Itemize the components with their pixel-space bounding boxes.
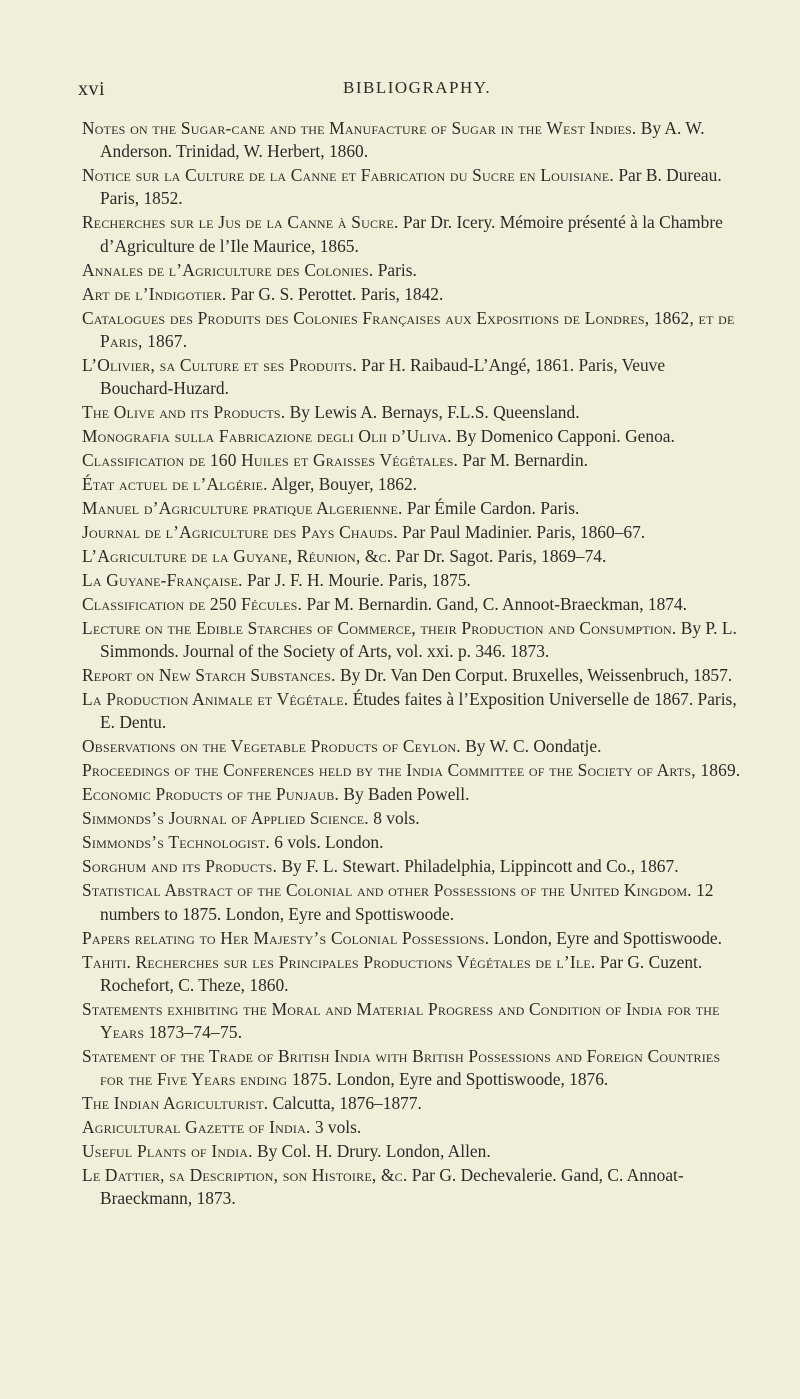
entry-title: Proceedings of the Conferences held by the India Committee of the Society of Arts, 1869. xyxy=(82,760,741,781)
entry-title: Tahiti. Recherches sur les Principales Productions Végétales de l’Ile. xyxy=(82,951,596,972)
entry-details: Par M. Bernardin. Gand, C. Annoot-Braeckman, 1874. xyxy=(302,594,688,615)
bibliography-entry xyxy=(82,545,742,568)
entry-details: By Domenico Capponi. Genoa. xyxy=(451,426,675,447)
entry-title: Simmonds’s Journal of Applied Science. xyxy=(82,808,369,829)
entry-title: Statements exhibiting the Moral and Material Progress and Condition of India for the Years 1873–74–75. xyxy=(82,998,720,1043)
entry-title: Lecture on the Edible Starches of Commerce, their Production and Consumption. xyxy=(82,618,677,639)
bibliography-entry xyxy=(82,688,742,734)
entry-title: L’Olivier, sa Culture et ses Produits. xyxy=(82,354,357,375)
bibliography-entry xyxy=(82,259,742,282)
entry-details: Par Dr. Sagot. Paris, 1869–74. xyxy=(391,546,607,567)
entry-title: Statement of the Trade of British India with British Possessions and Foreign Countries for the Five Years ending 1875. xyxy=(82,1046,721,1090)
bibliography-entry xyxy=(82,307,742,353)
bibliography-entry xyxy=(82,1140,742,1163)
entry-title: Recherches sur le Jus de la Canne à Sucre. xyxy=(82,212,399,233)
entry-title: Catalogues des Produits des Colonies Françaises aux Expositions de Londres, 1862, et de Paris, 1867. xyxy=(82,307,735,351)
bibliography-entry xyxy=(82,831,742,854)
entry-title: Classification de 250 Fécules. xyxy=(82,594,303,615)
entry-title: Le Dattier, sa Description, son Histoire, &c. xyxy=(82,1165,408,1186)
bibliography-entry xyxy=(82,735,742,758)
entry-title: Monografia sulla Fabricazione degli Olii d’Uliva. xyxy=(82,426,452,447)
entry-title: Simmonds’s Technologist. xyxy=(82,832,270,853)
entry-details: By P. L. Simmonds. Journal of the Society of Arts, vol. xxi. p. 346. 1873. xyxy=(100,618,737,662)
bibliography-entry xyxy=(82,879,742,925)
bibliography-entry xyxy=(82,211,742,257)
entry-details: London, Eyre and Spottiswoode, 1876. xyxy=(331,1069,609,1090)
entry-details: 8 vols. xyxy=(368,808,420,829)
entry-details: Études faites à l’Exposition Universelle de 1867. Paris, E. Dentu. xyxy=(100,689,737,733)
entry-title: Manuel d’Agriculture pratique Algerienne. xyxy=(82,498,403,519)
running-head xyxy=(78,78,700,102)
entry-details: Paris. xyxy=(373,259,417,280)
entry-title: L’Agriculture de la Guyane, Réunion, &c. xyxy=(82,546,392,567)
bibliography-entry xyxy=(82,449,742,472)
bibliography-entry xyxy=(82,1045,742,1091)
bibliography-entry xyxy=(82,473,742,496)
entry-details: 12 numbers to 1875. London, Eyre and Spottiswoode. xyxy=(100,880,714,924)
bibliography-entry xyxy=(82,283,742,306)
entry-details: By Col. H. Drury. London, Allen. xyxy=(252,1141,491,1162)
bibliography-entry xyxy=(82,807,742,830)
entry-details: Par H. Raibaud-L’Angé, 1861. Paris, Veuve Bouchard-Huzard. xyxy=(100,354,666,399)
bibliography-entry xyxy=(82,425,742,448)
entry-details: Par Émile Cardon. Paris. xyxy=(402,498,580,519)
entry-title: Sorghum and its Products. xyxy=(82,856,278,877)
entry-title: Notice sur la Culture de la Canne et Fabrication du Sucre en Louisiane. xyxy=(82,165,614,186)
entry-details: 6 vols. London. xyxy=(269,832,384,853)
entry-title: Economic Products of the Punjaub. xyxy=(82,784,339,805)
entry-details: By Lewis A. Bernays, F.L.S. Queensland. xyxy=(285,402,580,423)
bibliography-entry xyxy=(82,354,742,400)
entry-details: By W. C. Oondatje. xyxy=(460,736,602,757)
bibliography-entry xyxy=(82,1092,742,1115)
entry-details: Par G. Dechevalerie. Gand, C. Annoat-Braeckmann, 1873. xyxy=(100,1165,684,1209)
entry-details: By Baden Powell. xyxy=(339,784,470,805)
entry-title: Notes on the Sugar-cane and the Manufacture of Sugar in the West Indies. xyxy=(82,118,637,138)
bibliography-entry xyxy=(82,497,742,520)
entry-title: Annales de l’Agriculture des Colonies. xyxy=(82,259,374,280)
entry-title: Observations on the Vegetable Products of Ceylon. xyxy=(82,736,461,757)
bibliography-entry xyxy=(82,164,742,210)
entry-details: Alger, Bouyer, 1862. xyxy=(267,474,418,495)
entry-details: Par Dr. Icery. Mémoire présenté à la Chambre d’Agriculture de l’Ile Maurice, 1865. xyxy=(100,212,723,256)
entry-details: By A. W. Anderson. Trinidad, W. Herbert, 1860. xyxy=(100,118,705,162)
entry-title: Classification de 160 Huiles et Graisses Végétales. xyxy=(82,450,459,471)
entry-details: Par G. Cuzent. Rochefort, C. Theze, 1860. xyxy=(100,951,703,995)
bibliography-entry xyxy=(82,569,742,592)
entry-details: Par G. S. Perottet. Paris, 1842. xyxy=(226,283,444,304)
entry-details: By Dr. Van Den Corput. Bruxelles, Weissenbruch, 1857. xyxy=(335,665,733,686)
bibliography-entry xyxy=(82,401,742,424)
bibliography-entry xyxy=(82,617,742,663)
bibliography-entry xyxy=(82,1116,742,1139)
bibliography-entry xyxy=(82,1164,742,1210)
entry-details: By F. L. Stewart. Philadelphia, Lippincott and Co., 1867. xyxy=(277,856,679,877)
bibliography-list xyxy=(82,117,742,1211)
entry-title: Useful Plants of India. xyxy=(82,1141,253,1162)
entry-details: Par M. Bernardin. xyxy=(458,450,588,471)
entry-title: Agricultural Gazette of India. xyxy=(82,1117,311,1138)
page-number: xvi xyxy=(78,78,106,100)
entry-title: The Olive and its Products. xyxy=(82,402,286,423)
bibliography-entry xyxy=(82,521,742,544)
entry-title: Art de l’Indigotier. xyxy=(82,283,227,304)
entry-details: Par Paul Madinier. Paris, 1860–67. xyxy=(397,522,646,543)
entry-details: Par B. Dureau. Paris, 1852. xyxy=(100,165,722,209)
entry-details: Par J. F. H. Mourie. Paris, 1875. xyxy=(242,570,471,591)
bibliography-entry xyxy=(82,855,742,878)
entry-title: État actuel de l’Algérie. xyxy=(82,474,268,495)
entry-details: Calcutta, 1876–1877. xyxy=(268,1093,422,1114)
entry-details: London, Eyre and Spottiswoode. xyxy=(489,927,722,948)
entry-title: The Indian Agriculturist. xyxy=(82,1093,269,1114)
entry-title: La Guyane-Française. xyxy=(82,570,243,591)
entry-title: Journal de l’Agriculture des Pays Chauds. xyxy=(82,522,398,543)
running-title: BIBLIOGRAPHY. xyxy=(343,78,492,97)
entry-title: Papers relating to Her Majesty’s Colonial Possessions. xyxy=(82,927,490,948)
entry-details: 3 vols. xyxy=(310,1117,362,1138)
entry-title: Statistical Abstract of the Colonial and other Possessions of the United Kingdom. xyxy=(82,880,692,901)
entry-title: La Production Animale et Végétale. xyxy=(82,689,349,710)
bibliography-entry xyxy=(82,783,742,806)
entry-title: Report on New Starch Substances. xyxy=(82,665,336,686)
bibliography-entry xyxy=(82,998,742,1044)
bibliography-entry xyxy=(82,951,742,997)
bibliography-entry xyxy=(82,927,742,950)
bibliography-entry xyxy=(82,593,742,616)
bibliography-entry xyxy=(82,664,742,687)
bibliography-entry xyxy=(82,117,742,163)
bibliography-entry xyxy=(82,759,742,782)
